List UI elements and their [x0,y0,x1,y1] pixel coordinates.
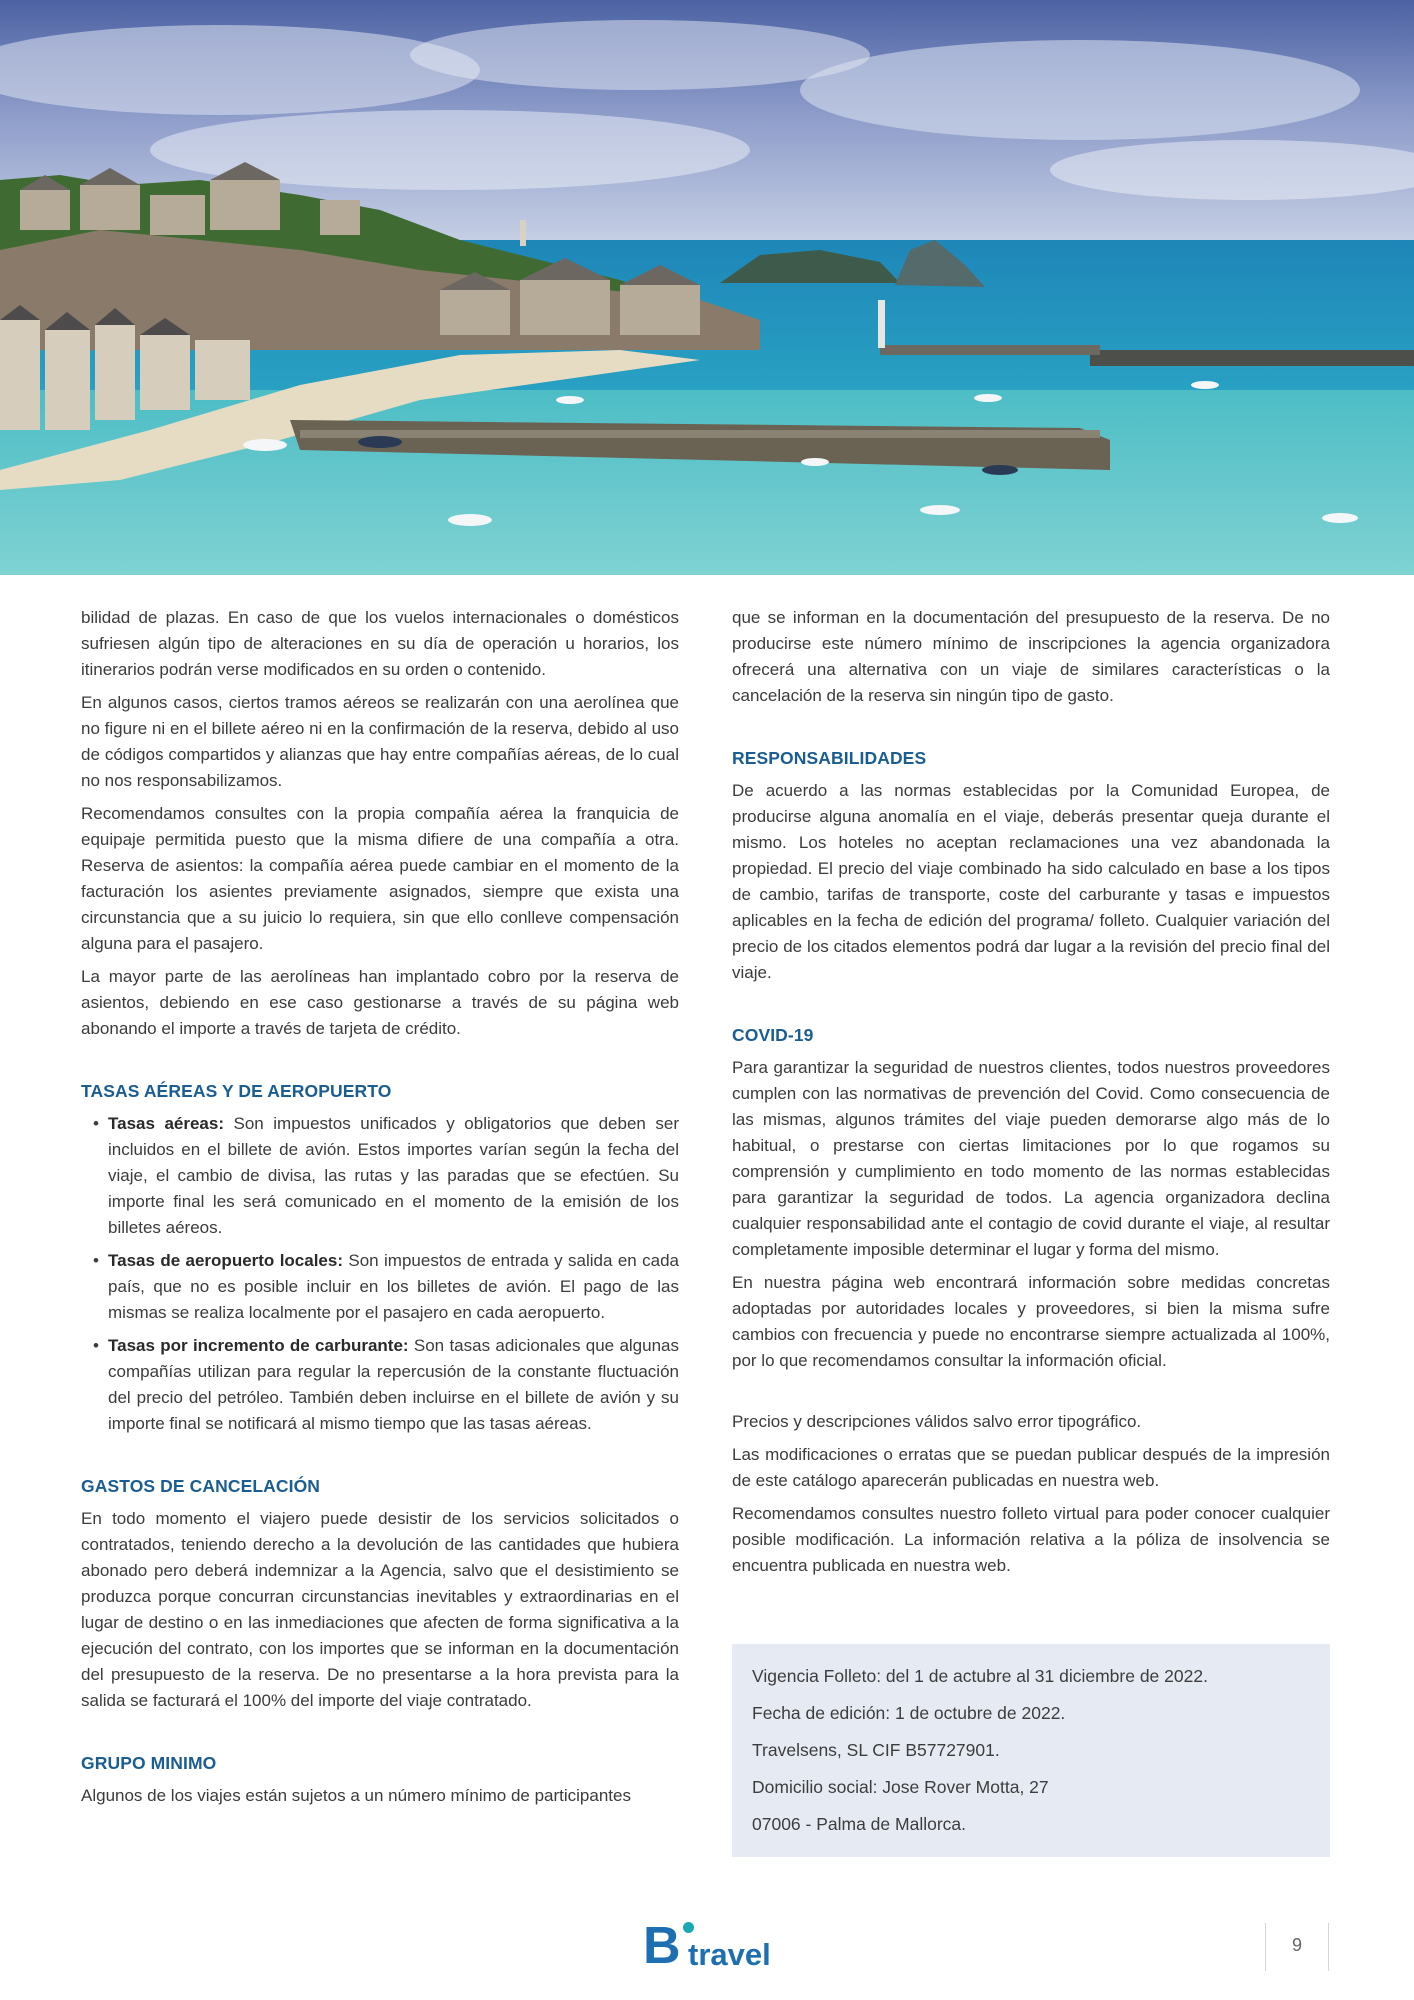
btravel-logo [643,1918,773,1974]
page-number: 9 [1291,1935,1302,1955]
logo-letter: B [643,1917,681,1975]
list-item-label: Tasas de aeropuerto locales: [108,1251,344,1270]
section-heading-responsabilidades: RESPONSABILIDADES [732,748,927,768]
logo-dot-icon [683,1922,694,1933]
paragraph: bilidad de plazas. En caso de que los vuelos internacionales o domésticos sufriesen algún tipo de alteraciones en su día de operación u horarios, los itinerarios podrán verse modificados en su orden o contenido. [81,608,679,679]
list-item [93,1111,679,1241]
left-column [81,605,679,1816]
hero-photo [0,0,1414,575]
info-line: Domicilio social: Jose Rover Motta, 27 [752,1777,1049,1797]
paragraph: La mayor parte de las aerolíneas han implantado cobro por la reserva de asientos, debiendo en ese caso gestionarse a través de su página web abonando el importe a través de tarjeta de crédito. [81,967,679,1038]
validity-info-box [732,1644,1330,1857]
divider [1328,1923,1329,1971]
paragraph: En algunos casos, ciertos tramos aéreos se realizarán con una aerolínea que no figure ni en el billete aéreo ni en la confirmación de la reserva, debido al uso de códigos compartidos y alianzas que hay entre compañías aéreas, de lo cual no nos responsabilizamos. [81,693,679,790]
paragraph: En nuestra página web encontrará información sobre medidas concretas adoptadas por autoridades locales y proveedores, si bien la misma sufre cambios con frecuencia y puede no encontrarse siempre actualizada al 100%, por lo que recomendamos consultar la información oficial. [732,1273,1330,1370]
section-heading-tasas: TASAS AÉREAS Y DE AEROPUERTO [81,1081,392,1101]
harbor-photo-icon [0,0,1414,575]
list-item [93,1248,679,1326]
list-item-text: Son impuestos unificados y obligatorios que deben ser incluidos en el billete de avión. Estos importes varían según la fecha del viaje, el cambio de divisa, las rutas y las paradas que se efectúen. Su importe final les será comunicado en el momento de la emisión de los billetes aéreos. [108,1114,679,1237]
logo-word: travel [688,1937,771,1972]
right-column [732,605,1330,1857]
section-heading-grupo: GRUPO MINIMO [81,1753,217,1773]
tasas-list [81,1111,679,1437]
paragraph: Recomendamos consultes con la propia compañía aérea la franquicia de equipaje permitida puesto que la misma difiere de una compañía a otra. Reserva de asientos: la compañía aérea puede cambiar en el momento de la facturación los asientes previamente asignados, siempre que exista una circunstancia que a su juicio lo requiera, sin que ello conlleve compensación alguna para el pasajero. [81,804,679,953]
note-paragraph: Precios y descripciones válidos salvo error tipográfico. [732,1412,1142,1431]
section-heading-covid: COVID-19 [732,1025,814,1045]
list-item-label: Tasas por incremento de carburante: [108,1336,409,1355]
note-paragraph: Las modificaciones o erratas que se puedan publicar después de la impresión de este catálogo aparecerán publicadas en nuestra web. [732,1445,1330,1490]
info-line: 07006 - Palma de Mallorca. [752,1814,966,1834]
info-line: Fecha de edición: 1 de octubre de 2022. [752,1703,1066,1723]
paragraph: que se informan en la documentación del presupuesto de la reserva. De no producirse este número mínimo de inscripciones la agencia organizadora ofrecerá una alternativa con un viaje de similares características o la cancelación de la reserva sin ningún tipo de gasto. [732,608,1330,705]
note-paragraph: Recomendamos consultes nuestro folleto virtual para poder conocer cualquier posible modificación. La información relativa a la póliza de insolvencia se encuentra publicada en nuestra web. [732,1504,1330,1575]
list-item-text: Son tasas adicionales que algunas compañías utilizan para regular la repercusión de la constante fluctuación del precio del petróleo. También deben incluirse en el billete de avión y su importe final se notificará al mismo tiempo que las tasas aéreas. [108,1336,679,1433]
paragraph: De acuerdo a las normas establecidas por la Comunidad Europea, de producirse alguna anomalía en el viaje, deberás presentar queja durante el mismo. Los hoteles no aceptan reclamaciones una vez abandonada la propiedad. El precio del viaje combinado ha sido calculado en base a los tipos de cambio, tarifas de transporte, coste del carburante y tasas e impuestos aplicables en la fecha de edición del programa/ folleto. Cualquier variación del precio de los citados elementos podrá dar lugar a la revisión del precio final del viaje. [732,781,1330,982]
paragraph: En todo momento el viajero puede desistir de los servicios solicitados o contratados, teniendo derecho a la devolución de las cantidades que hubiera abonado pero deberá indemnizar a la Agencia, salvo que el desistimiento se produzca porque concurran circunstancias inevitables y extraordinarias en el lugar de destino o en las inmediaciones que afecten de forma significativa a la ejecución del contrato, con los importes que se informan en la documentación del presupuesto de la reserva. De no presentarse a la hora prevista para la salida se facturará el 100% del importe del viaje contratado. [81,1509,679,1710]
paragraph: Para garantizar la seguridad de nuestros clientes, todos nuestros proveedores cumplen con las normativas de prevención del Covid. Como consecuencia de las mismas, algunos trámites del viaje pueden demorarse algo más de lo habitual, o prestarse con ciertas limitaciones por lo que rogamos su comprensión y cumplimiento en todo momento de las normas establecidas para garantizar la seguridad de todos. La agencia organizadora declina cualquier responsabilidad ante el contagio de covid durante el viaje, al resultar completamente imposible determinar el lugar y forma del mismo. [732,1058,1330,1259]
spacer [732,1586,1330,1644]
list-item-label: Tasas aéreas: [108,1114,224,1133]
section-heading-gastos: GASTOS DE CANCELACIÓN [81,1476,321,1496]
spacer [732,1381,1330,1409]
info-line: Vigencia Folleto: del 1 de actubre al 31 diciembre de 2022. [752,1666,1208,1686]
list-item-text: Son impuestos de entrada y salida en cada país, que no es posible incluir en los billetes de avión. El pago de las mismas se realiza localmente por el pasajero en cada aeropuerto. [108,1251,679,1322]
paragraph: Algunos de los viajes están sujetos a un número mínimo de participantes [81,1786,631,1805]
list-item [93,1333,679,1437]
info-line: Travelsens, SL CIF B57727901. [752,1740,1000,1760]
